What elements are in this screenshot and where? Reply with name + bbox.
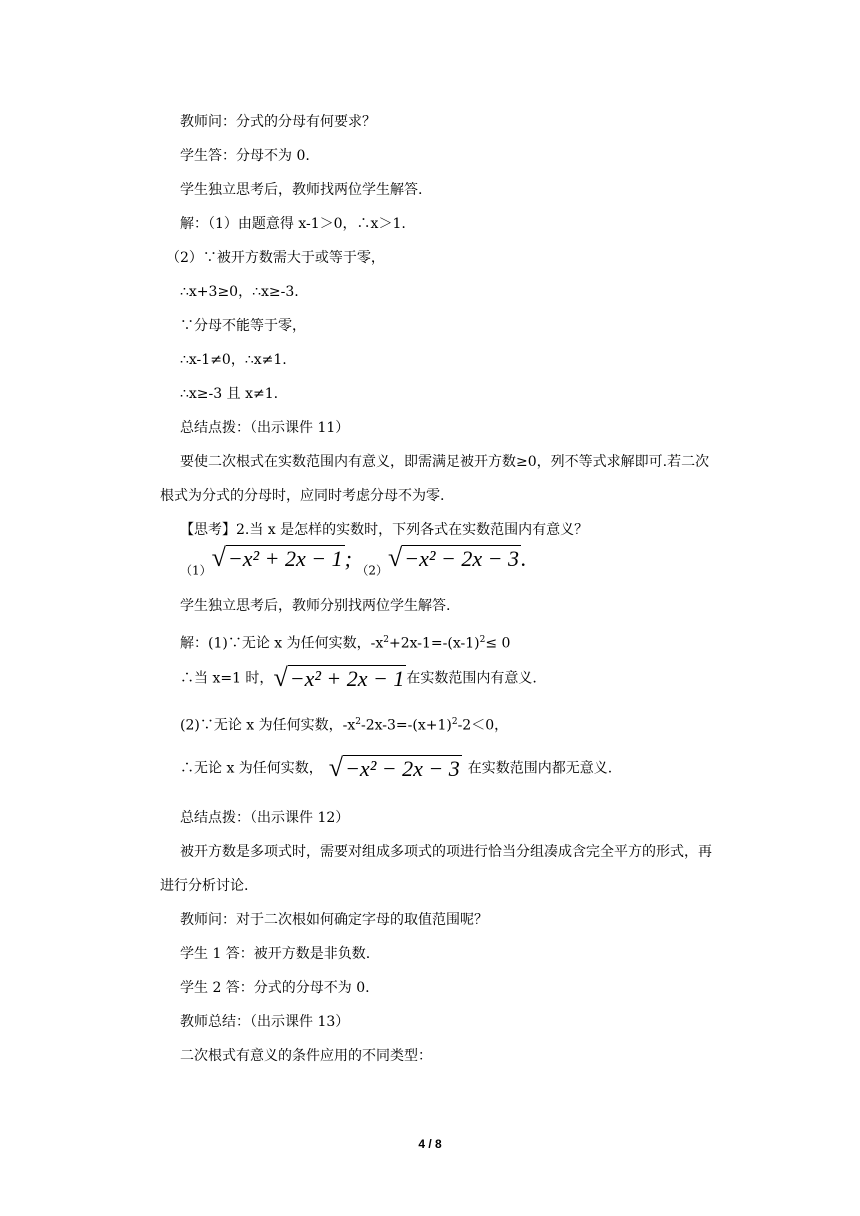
- text-line: （2）∵被开方数需大于或等于零，: [166, 250, 385, 266]
- text-line: 学生答：分母不为 0.: [180, 148, 310, 164]
- text-line: 二次根式有意义的条件应用的不同类型：: [180, 1048, 432, 1064]
- text-segment: -2x-3=-(x+1): [361, 717, 452, 734]
- page-number: 4 / 8: [418, 1137, 442, 1151]
- text-line: 进行分析讨论.: [160, 878, 249, 894]
- radical-expression-2: √−x² − 2x − 3: [388, 543, 519, 572]
- formula-line: [180, 753, 613, 782]
- exponent: 2: [383, 635, 389, 645]
- text-line: 教师问：对于二次根如何确定字母的取值范围呢？: [180, 912, 488, 928]
- text-segment: (2)∵无论 x 为任何实数，-x: [180, 717, 356, 734]
- radicand-1: −x² + 2x − 1: [227, 546, 343, 571]
- exponent: 2: [479, 635, 486, 645]
- formula-line: [180, 543, 527, 581]
- text-line: ∵分母不能等于零，: [180, 318, 306, 334]
- text-line: [180, 630, 510, 654]
- text-line: 学生 2 答：分式的分母不为 0.: [180, 980, 370, 996]
- punctuation: ;: [344, 545, 352, 571]
- text-segment: 解：(1)∵无论 x 为任何实数，-x: [180, 635, 384, 652]
- radical-expression-1: √−x² + 2x − 1: [211, 543, 343, 572]
- text-segment: ∴无论 x 为任何实数，: [180, 760, 323, 777]
- text-segment: ∴当 x=1 时，: [180, 670, 274, 687]
- text-segment: -2＜0，: [457, 717, 509, 734]
- text-line: 教师总结：（出示课件 13）: [180, 1014, 350, 1030]
- text-line: 学生独立思考后，教师分别找两位学生解答.: [180, 598, 451, 614]
- text-line: ∴x≥-3 且 x≠1.: [180, 386, 279, 402]
- formula-label-1: （1）: [180, 563, 212, 578]
- text-segment: 在实数范围内都无意义.: [467, 760, 613, 777]
- text-line: 根式为分式的分母时，应同时考虑分母不为零.: [160, 488, 445, 504]
- text-segment: +2x-1=-(x-1): [389, 635, 480, 652]
- text-line: 学生独立思考后，教师找两位学生解答.: [180, 182, 423, 198]
- text-line: 解：（1）由题意得 x-1＞0，∴x＞1.: [180, 216, 406, 232]
- radical-expression-2: √−x² − 2x − 3: [328, 753, 460, 782]
- radical-expression-1: √−x² + 2x − 1: [273, 663, 405, 692]
- text-line: 被开方数是多项式时，需要对组成多项式的项进行恰当分组凑成含完全平方的形式，再: [180, 844, 712, 860]
- text-line: 要使二次根式在实数范围内有意义，即需满足被开方数≥0，列不等式求解即可.若二次: [180, 454, 710, 470]
- text-line: ∴x+3≥0，∴x≥-3.: [180, 284, 299, 300]
- text-segment: 在实数范围内有意义.: [406, 670, 537, 687]
- formula-line: [180, 663, 537, 692]
- radicand-1: −x² + 2x − 1: [289, 666, 405, 691]
- text-segment: ≤ 0: [485, 635, 511, 652]
- text-line: 教师问：分式的分母有何要求？: [180, 114, 376, 130]
- radicand-2: −x² − 2x − 3: [345, 756, 460, 781]
- exponent: 2: [355, 717, 361, 727]
- text-line: 总结点拨：（出示课件 12）: [180, 810, 350, 826]
- formula-label-2: （2）: [356, 563, 389, 578]
- text-line: 总结点拨：（出示课件 11）: [180, 420, 350, 436]
- radicand-2: −x² − 2x − 3: [404, 546, 519, 571]
- text-line: [180, 712, 508, 736]
- text-line: 学生 1 答：被开方数是非负数.: [180, 946, 371, 962]
- text-line: ∴x-1≠0，∴x≠1.: [180, 352, 287, 368]
- text-line: 【思考】2.当 x 是怎样的实数时，下列各式在实数范围内有意义？: [180, 522, 589, 538]
- punctuation: .: [520, 545, 527, 571]
- exponent: 2: [451, 717, 458, 727]
